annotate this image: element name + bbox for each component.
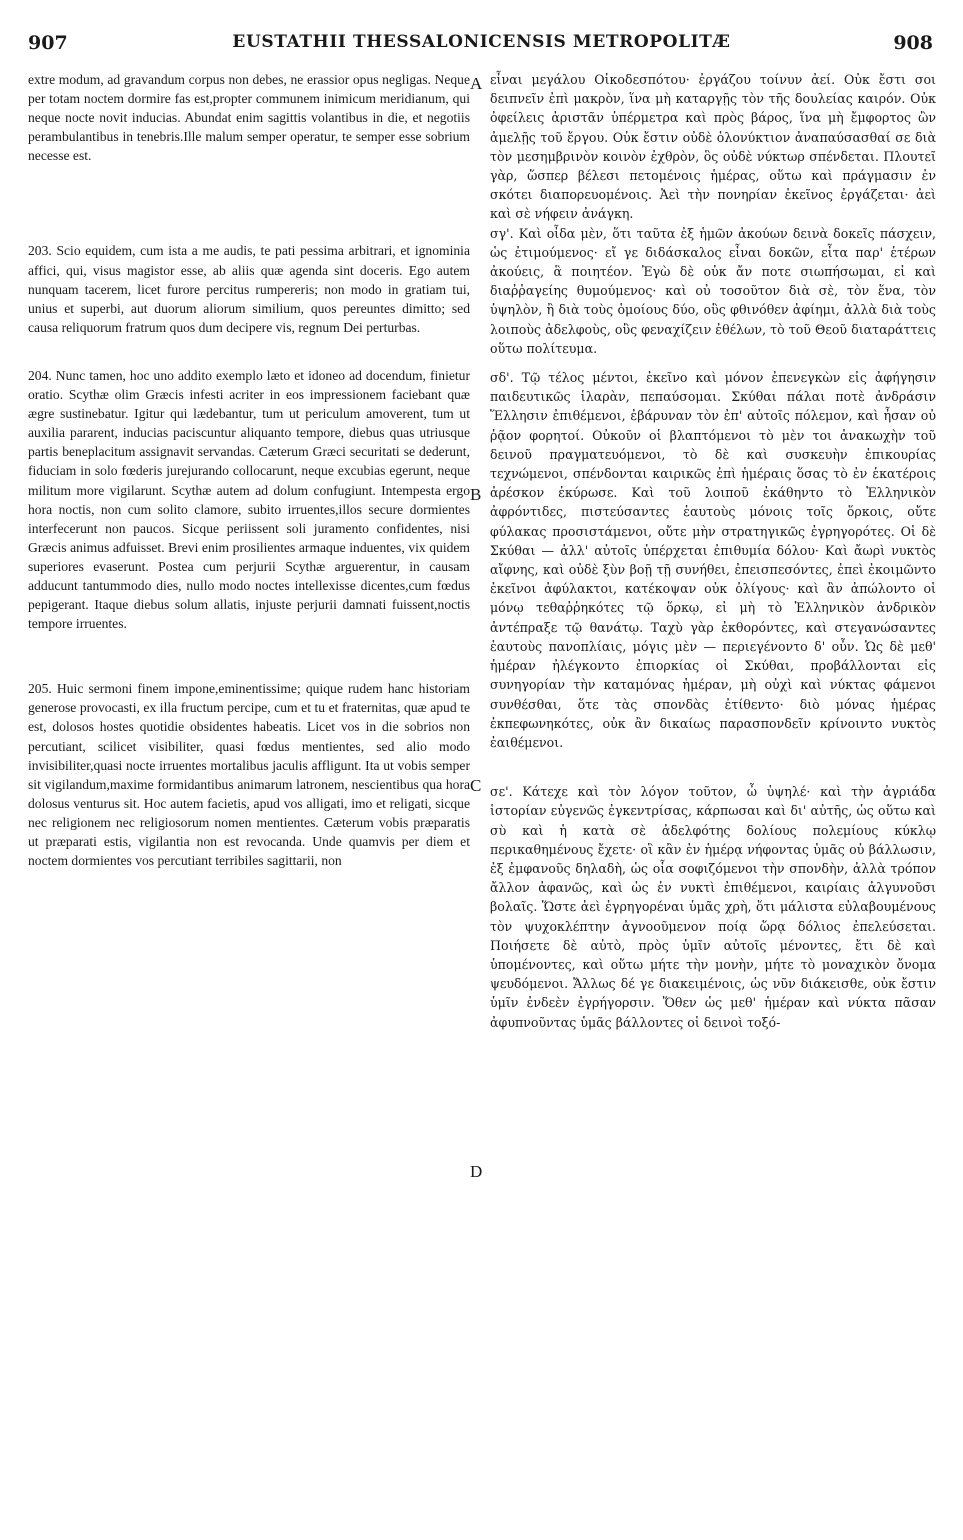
running-title: EUSTATHII THESSALONICENSIS METROPOLITÆ	[232, 32, 731, 52]
greek-paragraph-204: σδ'. Τῷ τέλος μέντοι, ἐκεῖνο καὶ μόνον ἐπενεγκὼν εἰς ἀφήγησιν παιδευτικῶς ἱλαρὰν, πεπαύσομαι. Σκύθαι πάλαι ποτὲ ἀνδράσιν Ἕλλησιν ἐπιθέμενοι, ἐβάρυναν τὸν ἐπ' αὐτοῖς πόλεμον, καὶ ἦσαν οὐ ῥᾷον φορητοί. Οὐκοῦν οἱ βλαπτόμενοι τὸ μὲν τοι ἀνακωχὴν τοῦ δεινοῦ πραγματευόμενοι, τὸ δὲ καὶ συσκευὴν ἐπικουρίας τεχνώμενοι, σπένδονται καιρικῶς ἐπὶ ἡμέραις ὅσας τὸ ἐν ἑκατέροις ἀρέσκον ἐκύρωσε. Καὶ τοῦ λοιποῦ ἐκάθηντο τὸ Ἑλληνικὸν ἀφρόντιδες, πιστεύσαντες ἑαυτοὺς μόνοις τοῖς ὅρκοις, οὔτε φύλακας προσιστάμενοι, οὔτε μὴν στρατηγικῶς ἐγρηγορότες. Οἱ δὲ Σκύθαι — ἀλλ' αὐτοῖς ὑπέρχεται ἐπιθυμία δόλου· Καὶ ἄωρὶ νυκτὸς αἴφνης, καὶ οὐδὲ ξὺν βοῇ τῇ συνήθει, ἐπεισπεσόντες, ἐπεὶ ἐκοιμῶντο ἐκεῖνοι ἀφύλακτοι, κατέκοψαν οὐκ ὀλίγους· καὶ ἂν ἀπώλοντο οἱ μόνῳ τεθαῤῥηκότες τῷ ὅρκῳ, εἰ μὴ τὸ Ἑλληνικὸν ἀνδρικὸν ἀντέπραξε τῷ θανάτῳ. Ταχὺ γὰρ ἐκθορόντες, καὶ στεγανώσαντες ἑαυτοὺς πανοπλίαις, μόγις μὲν — περιεγένοντο δ' οὖν. Ὡς δὲ μεθ' ἡμέραν ἠλέγκοντο ἐπιορκίας οἱ Σκύθαι, προβάλλονται εἰς συνηγορίαν τὴν καταμόνας ἡμέραν, μὴ οὐχὶ καὶ νύκτας φάμενοι συνθέσθαι, ὅτε τὰς σπονδὰς ἐτίθεντο· διὸ μόνας ἡμέρας ἐκπεφωνηκότες, οὐκ ἂν δικαίως παρασπονδεῖν κρίνοιντο νυκτὸς ἐαιθέμενοι.	[490, 370, 936, 750]
section-marker-a: A	[470, 74, 483, 93]
section-marker-d: D	[470, 1162, 483, 1181]
latin-paragraph-intro: extre modum, ad gravandum corpus non debes, ne erassior opus negligas. Neque per totam noctem dormire fas est,propter communem inimicum meridianum, qui neque nocte novit inducias. Abundat enim sagittis volantibus in die, et negotiis perambulantibus in tenebris.Ille malum semper operatur, te semper esse sobrium necesse est.	[28, 72, 470, 164]
greek-paragraph-203: σγ'. Καὶ οἶδα μὲν, ὅτι ταῦτα ἐξ ἡμῶν ἀκούων δεινὰ δοκεῖς πάσχειν, ὡς ἐτιμούμενος· εἴ γε διδάσκαλος εἶναι δοκῶν, εἶτα παρ' ἑτέρων ἀκούεις, ἃ ποιητέον. Ἐγὼ δὲ οὐκ ἄν ποτε σιωπήσωμαι, εἰ καὶ διαῤῥαγείης θυμούμενος· καὶ οὐ τοσοῦτον διὰ σὲ, τὸν ἕνα, τὸν ὑψηλὸν, ἢ διὰ τοὺς ὁμοίους δύο, οὓς φθινόθεν ἀφίημι, ἀλλὰ διὰ τοὺς λοιποὺς ἀδελφοὺς, οὓς φεναχίζειν ἐθέλων, τὸ τοῦ Θεοῦ διαταράττεις οὕτω πολίτευμα.	[490, 225, 936, 356]
page-number-left: 907	[28, 32, 68, 54]
greek-paragraph-intro: εἶναι μεγάλου Οἰκοδεσπότου· ἐργάζου τοίνυν ἀεί. Οὐκ ἔστι σοι δειπνεῖν ἐπὶ μακρὸν, ἵνα μὴ καταργῇς τὸν τῆς δουλείας καιρόν. Οὐκ ὀφείλεις ἀριστᾶν ὑπέρμετρα καὶ πρὸς βάρος, ἵνα μὴ ἔμφορτος ὢν ἀμελῇς τοῦ ἔργου. Οὐκ ἔστιν οὐδὲ ὁλονύκτιον ἀναπαύσασθαί σε διὰ τὸν μεσημβρινὸν κοινὸν ἐχθρὸν, ὃς οὐδὲ νύκτωρ σπένδεται. Πλουτεῖ γὰρ, ὥσπερ βέλεσι πετομένοις ἡμέρας, οὕτω καὶ πράγμασιν ἐν σκότει διαπορευομένοις. Ἀεὶ τὴν πονηρίαν ἐκεῖνος ἐργάζεται· ἀεὶ καὶ σὲ νήφειν ἀνάγκη.	[490, 72, 936, 222]
page-header	[0, 0, 963, 60]
section-marker-b: B	[470, 485, 482, 504]
page-number-right: 908	[893, 32, 933, 54]
latin-column	[28, 70, 470, 870]
latin-paragraph-205: 205. Huic sermoni finem impone,eminentissime; quique rudem hanc historiam generose provocasti, ex illa fructum percipe, cum et tu et fraternitas, quæ apud te est, dolosos hostes quotidie obsidentes habeatis. Licet vos in die sobrios non percutiant, scilicet visibiliter, quasi fœdus mentientes, sed alio modo invisibiliter,quasi nocte irruentes mortalibus jaculis affligunt. Ita ut vobis semper sit vigilandum,maxime formidantibus animarum latronem, nescientibus qua hora dolosus venturus sit. Hoc autem facietis, apud vos alligati, imo et religati, sicque nec religionem nec religiosorum nomen mentientes. Cæterum vobis præparatis ut præparati estis, vigilantia non est revocanda. Unde quamvis per diem et noctem dormientes vos percutiant terribiles sagittarii, non	[28, 681, 470, 869]
greek-paragraph-205: σε'. Κάτεχε καὶ τὸν λόγον τοῦτον, ὦ ὑψηλέ· καὶ τὴν ἀγριάδα ἱστορίαν εὐγενῶς ἐγκεντρίσας, κάρπωσαι καὶ δι' αὐτῆς, ὡς οὕτω καὶ σὺ καὶ ἡ κατὰ σὲ ἀδελφότης δολίους πολεμίους κύκλῳ περικαθημένους ἔχετε· οἳ κἂν ἐν ἡμέρᾳ νήφοντας ὑμᾶς οὐ βάλλωσιν, ἐξ ἐμφανοῦς δηλαδὴ, ὡς οἷα σοφιζόμενοι τὴν σπονδὴν, ἀλλὰ τρόπον ἄλλον ἀφανῶς, καὶ ὡς ἐν νυκτὶ ἐπιθέμενοι, καιρίαις ἀλγυνοῦσι βολαῖς. Ὥστε ἀεὶ ἐγρηγορέναι ὑμᾶς χρὴ, ὅτι μάλιστα εὐλαβουμένους τὸν ψυχοκλέπτην ἀγνοοῦμενον ποίᾳ ὥρᾳ δόλιος ἐπελεύσεται. Ποιήσετε δὲ αὐτὸ, πρὸς ὑμῖν αὐτοῖς μένοντες, ἔτι δὲ καὶ ὑπομένοντες, καὶ οὕτω μήτε τὴν μονὴν, μήτε τὸ μοναχικὸν ὄνομα ψευδόμενοι. Ἄλλως δέ γε διακειμένοις, ὡς νῦν διάκεισθε, οὐκ ἔστιν ὑμῖν ἐνδεὲν ἐγρήγορσιν. Ὅθεν ὡς μεθ' ἡμέραν καὶ νύκτα πᾶσαν ἀφυπνοῦντας ὑμᾶς βάλλοντες οἱ δεινοὶ τοξό-	[490, 784, 936, 1030]
greek-column	[490, 70, 936, 1032]
latin-paragraph-203: 203. Scio equidem, cum ista a me audis, te pati pessima arbitrari, et ignominia affici, qui, visus magistor esse, ab aliis quæ agenda sint doceris. Ego autem nunquam tacerem, licet furore percitus rumpereris; non modo in gratiam tui, unius et superbi, aut duorum aliorum similium, quos pereuntes dimitto; sed causa reliquorum fratrum quos dum decipere vis, regnum Dei perturbas.	[28, 243, 470, 335]
latin-paragraph-204: 204. Nunc tamen, hoc uno addito exemplo læto et idoneo ad docendum, finietur oratio. Scythæ olim Græcis infesti acriter in eos impressionem faciebant quæ ægre sustinebatur. Igitur qui lædebantur, tum ut periculum amoverent, tum ut auxilia pararent, inducias paciscuntur aliquanto tempore, diebus quas utriusque partis beneplacitum assignavit servandas. Cæterum Græci securitati se dederunt, fiduciam in solo fœderis jurejurando collocarunt, neque excubias egerunt, neque militum more vigilarunt. Scythæ autem ad dolum confugiunt. Intempesta ergo hora noctis, non cum solito clamore, subito irruentes,illos secure dormientes interfecerunt non paucos. Sicque periissent soli juramento confidentes, nisi Græcis animus adfuisset. Brevi enim prosilientes armaque induentes, vix quidem superiores evaserunt. Postea cum perjurii Scythæ arguerentur, in causam adducunt tantummodo dies, nullo modo noctes intellexisse dicentes,cum fœdus pepigerant. Itaque diebus solum allatis, injuste perjurii damnati fuissent,noctis tempore irruentes.	[28, 367, 470, 632]
section-marker-c: C	[470, 776, 482, 795]
